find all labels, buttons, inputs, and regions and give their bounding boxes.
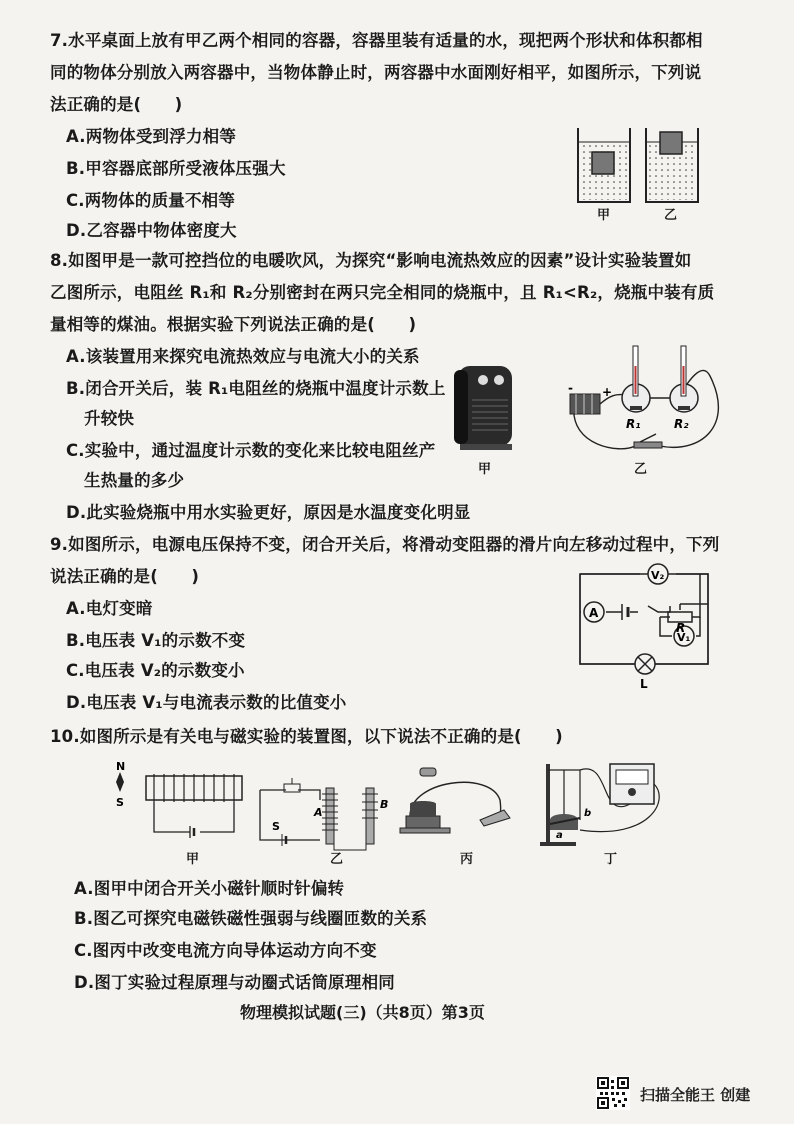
q8-stem-line-3: 量相等的煤油。根据实验下列说法正确的是( ) (50, 315, 417, 334)
q9-option-c: C.电压表 V₂的示数变小 (66, 661, 245, 680)
switch-label: S (272, 820, 280, 833)
q10-figures (110, 760, 670, 860)
rheostat-label: R (676, 621, 686, 635)
q8-fig-label-jia: 甲 (478, 462, 492, 477)
q8-option-b-cont: 升较快 (84, 409, 135, 428)
q8-option-c-cont: 生热量的多少 (84, 471, 185, 490)
rod-a-label: a (556, 830, 563, 841)
ammeter-label: A (589, 606, 599, 620)
q8-circuit-figure (560, 336, 736, 464)
q9-option-d: D.电压表 V₁与电流表示数的比值变小 (66, 693, 347, 712)
q7-option-b: B.甲容器底部所受液体压强大 (66, 159, 286, 178)
scanner-brand-text: 扫描全能王 创建 (640, 1086, 751, 1104)
q9-stem-line-1: 9.如图所示，电源电压保持不变，闭合开关后，将滑动变阻器的滑片向左移动过程中，下列 (50, 535, 720, 554)
nail-b-label: B (380, 798, 389, 811)
q7-stem-line-1: 7.水平桌面上放有甲乙两个相同的容器，容器里装有适量的水，现把两个形状和体积都相 (50, 31, 703, 50)
q7-stem-line-2: 同的物体分别放入两容器中，当物体静止时，两容器中水面刚好相平，如图所示，下列说 (50, 63, 702, 82)
label-r2: R₂ (674, 417, 689, 431)
q10-fig-label-bing: 丙 (460, 852, 474, 867)
v2-label: V₂ (651, 569, 665, 582)
q7-containers-figure (570, 120, 710, 225)
v1-label: V₁ (677, 631, 691, 644)
label-r1: R₁ (626, 417, 641, 431)
q8-stem-line-1: 8.如图甲是一款可控挡位的电暖吹风，为探究“影响电流热效应的因素”设计实验装置如 (50, 251, 692, 270)
q10-option-d: D.图丁实验过程原理与动圈式话筒原理相同 (74, 973, 395, 992)
label-plus: + (602, 385, 613, 399)
q8-option-c: C.实验中，通过温度计示数的变化来比较电阻丝产 (66, 441, 436, 460)
q7-option-c: C.两物体的质量不相等 (66, 191, 236, 210)
q8-option-a: A.该装置用来探究电流热效应与电流大小的关系 (66, 347, 420, 366)
qr-code-icon (596, 1076, 630, 1110)
q8-option-b: B.闭合开关后，装 R₁电阻丝的烧瓶中温度计示数上 (66, 379, 446, 398)
rod-b-label: b (584, 808, 592, 819)
q9-option-b: B.电压表 V₁的示数不变 (66, 631, 246, 650)
q10-fig-label-jia: 甲 (186, 852, 200, 867)
q7-option-d: D.乙容器中物体密度大 (66, 221, 237, 240)
container-jia (578, 128, 630, 202)
q7-stem-line-3: 法正确的是( ) (50, 95, 183, 114)
south-label: S (116, 796, 124, 809)
q9-option-a: A.电灯变暗 (66, 599, 153, 618)
q10-option-c: C.图丙中改变电流方向导体运动方向不变 (74, 941, 377, 960)
q9-stem-line-2: 说法正确的是( ) (50, 567, 200, 586)
q7-fig-label-yi: 乙 (664, 208, 678, 223)
q8-option-d: D.此实验烧瓶中用水实验更好，原因是水温度变化明显 (66, 503, 471, 522)
fig-ding-generator (540, 764, 659, 846)
page-footer: 物理模拟试题(三)（共8页）第3页 (240, 1003, 485, 1022)
container-yi (646, 128, 698, 202)
q8-stem-line-2: 乙图所示，电阻丝 R₁和 R₂分别密封在两只完全相同的烧瓶中，且 R₁<R₂，烧瓶中装有质 (50, 283, 715, 302)
q8-heater-figure (450, 360, 520, 455)
nail-a-label: A (314, 806, 323, 819)
q10-option-a: A.图甲中闭合开关小磁针顺时针偏转 (74, 879, 345, 898)
q10-fig-label-ding: 丁 (604, 852, 618, 867)
q7-fig-label-jia: 甲 (597, 208, 611, 223)
north-label: N (116, 760, 126, 773)
fig-jia-solenoid (116, 760, 242, 838)
q10-fig-label-yi: 乙 (330, 852, 344, 867)
fig-bing-motor (400, 768, 510, 833)
fig-yi-electromagnet (260, 778, 388, 850)
label-minus: - (568, 381, 573, 395)
q9-circuit-figure (570, 562, 720, 692)
q10-option-b: B.图乙可探究电磁铁磁性强弱与线圈匝数的关系 (74, 909, 428, 928)
q10-stem-line-1: 10.如图所示是有关电与磁实验的装置图，以下说法不正确的是( ) (50, 727, 563, 746)
lamp-label: L (640, 677, 648, 691)
q7-option-a: A.两物体受到浮力相等 (66, 127, 237, 146)
q8-fig-label-yi: 乙 (634, 462, 648, 477)
